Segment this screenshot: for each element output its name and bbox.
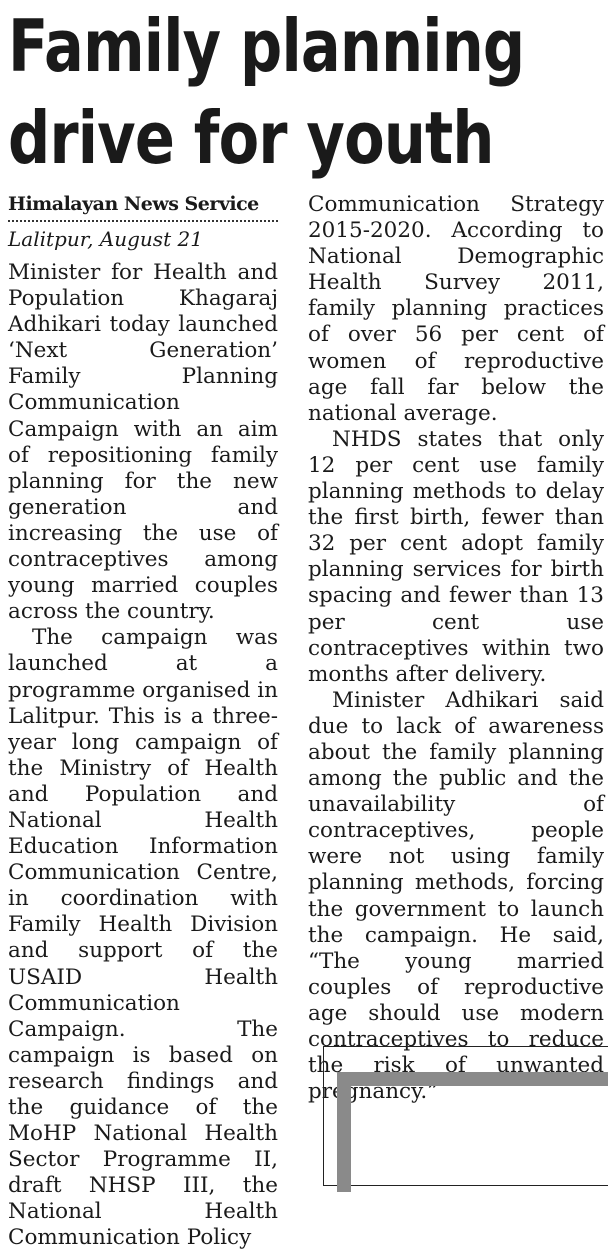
byline: Himalayan News Service xyxy=(8,192,278,222)
paragraph: Minister Adhikari said due to lack of awareness about the family planning among the public and the unavailability of contraceptives, people were not using family planning methods, forcing the government to launch the campaign. He said, “The young married couples of reproductive age should use modern contraceptives to reduce the risk of unwanted pregnancy.” xyxy=(308,687,604,1105)
advertisement-inner-border xyxy=(337,1072,608,1192)
article-column-right xyxy=(308,192,604,1105)
paragraph: The campaign was launched at a programme organised in Lalitpur. This is a three-year long campaign of the Ministry of Health and Population and National Health Education Information Communication Centre, in coordination with Family Health Division and support of the USAID Health Communication Campaign. The campaign is based on research findings and the guidance of the MoHP National Health Sector Programme II, draft NHSP III, the National Health Communication Policy xyxy=(8,625,278,1251)
paragraph: Communication Strategy 2015-2020. According to National Demographic Health Survey 2011, family planning practices of over 56 per cent of women of reproductive age fall far below the national average. xyxy=(308,192,604,426)
dateline: Lalitpur, August 21 xyxy=(8,227,203,251)
headline xyxy=(8,0,525,184)
headline-line-1: Family planning xyxy=(8,4,525,88)
paragraph: Minister for Health and Population Khagaraj Adhikari today launched ‘Next Generation’ Family Planning Communication Campaign with an aim of repositioning family planning for the new generation and increasing the use of contraceptives among young married couples across the country. xyxy=(8,260,278,625)
article-column-left xyxy=(8,192,278,1252)
headline-line-2: drive for youth xyxy=(8,96,494,180)
paragraph: NHDS states that only 12 per cent use family planning methods to delay the first birth, fewer than 32 per cent adopt family planning services for birth spacing and fewer than 13 per cent use contraceptives within two months after delivery. xyxy=(308,426,604,687)
